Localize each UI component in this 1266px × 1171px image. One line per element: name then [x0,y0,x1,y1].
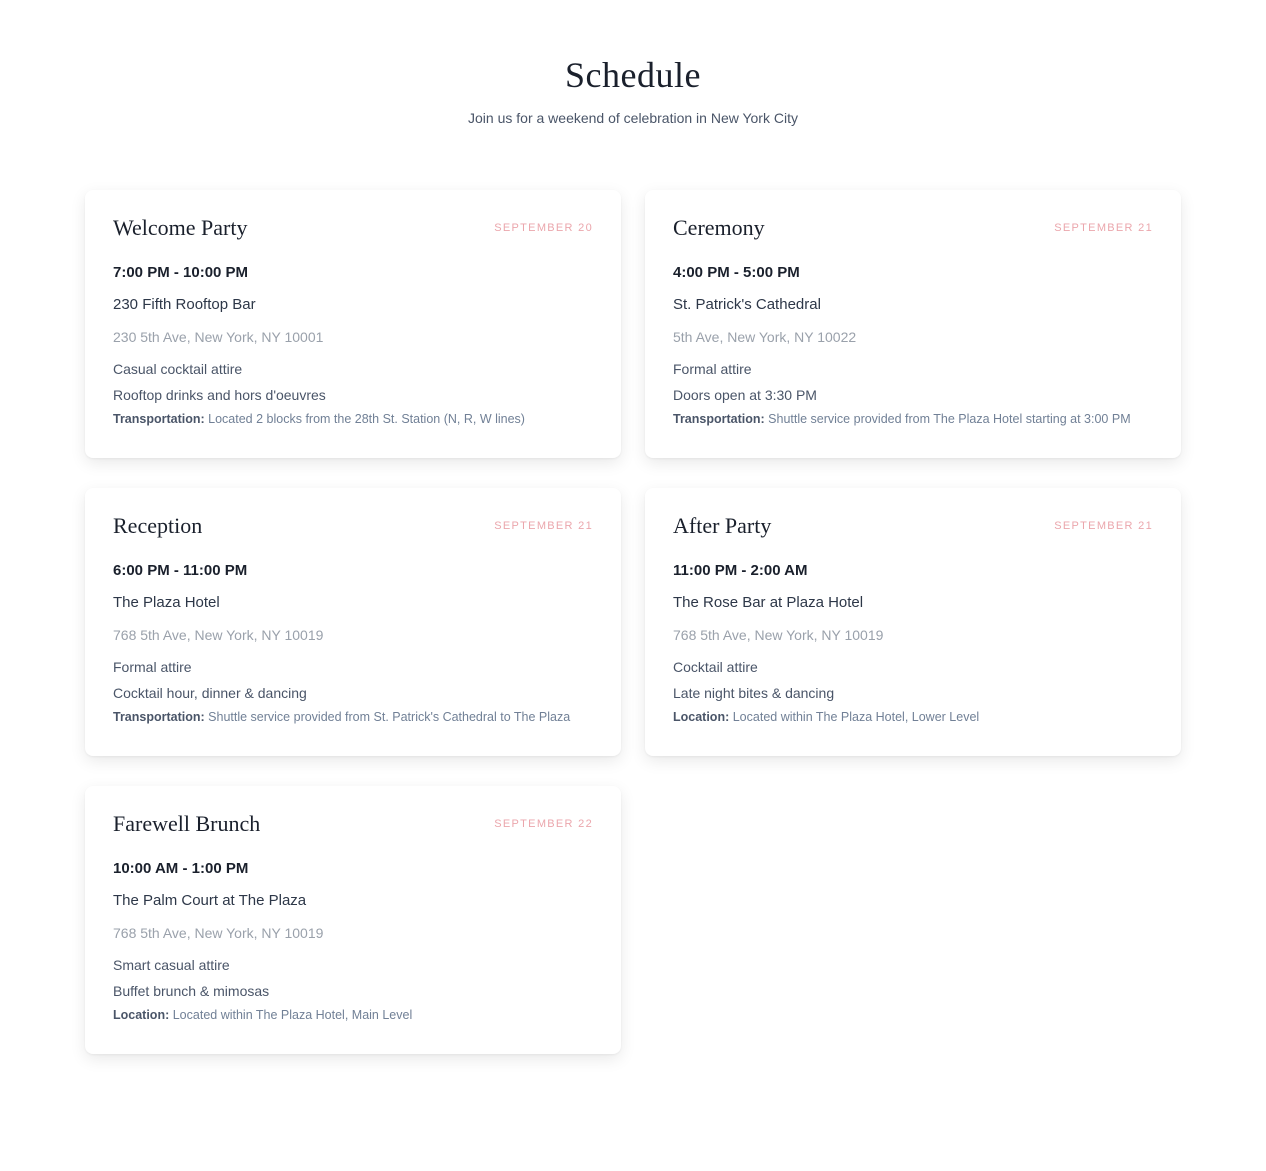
event-address: 768 5th Ave, New York, NY 10019 [113,627,324,643]
event-date-badge: SEPTEMBER 21 [1054,520,1153,532]
card-header [673,513,1153,539]
event-time: 11:00 PM - 2:00 AM [673,562,808,579]
event-venue: The Plaza Hotel [113,594,220,611]
event-card-farewell-brunch [85,786,621,1054]
event-note [113,708,593,726]
event-attire: Casual cocktail attire [113,361,243,377]
event-card-ceremony [645,190,1181,458]
event-description: Late night bites & dancing [673,685,835,701]
event-address: 768 5th Ave, New York, NY 10019 [113,925,324,941]
event-note-text: Shuttle service provided from The Plaza Hotel starting at 3:00 PM [768,412,1131,426]
event-note [673,410,1153,428]
card-header [113,215,593,241]
event-date-badge: SEPTEMBER 21 [494,520,593,532]
event-venue: The Palm Court at The Plaza [113,892,307,909]
event-card-reception [85,488,621,756]
event-description: Rooftop drinks and hors d'oeuvres [113,387,326,403]
event-note-text: Located within The Plaza Hotel, Main Level [172,1008,413,1022]
event-time: 6:00 PM - 11:00 PM [113,562,248,579]
page-header [0,54,1266,126]
event-date-badge: SEPTEMBER 20 [494,222,593,234]
event-date-badge: SEPTEMBER 21 [1054,222,1153,234]
card-header [673,215,1153,241]
event-note [113,410,593,428]
event-note [673,708,1153,726]
event-card-after-party [645,488,1181,756]
event-description: Buffet brunch & mimosas [113,983,270,999]
event-description: Doors open at 3:30 PM [673,387,817,403]
event-address: 230 5th Ave, New York, NY 10001 [113,329,324,345]
event-note-label: Location: [113,1008,170,1022]
event-note-label: Transportation: [113,412,205,426]
event-note-label: Location: [673,710,730,724]
event-attire: Cocktail attire [673,659,758,675]
event-title: After Party [673,513,772,538]
event-date-badge: SEPTEMBER 22 [494,818,593,830]
event-note-label: Transportation: [113,710,205,724]
event-venue: St. Patrick's Cathedral [673,296,821,313]
event-attire: Formal attire [113,659,192,675]
event-address: 5th Ave, New York, NY 10022 [673,329,857,345]
event-time: 4:00 PM - 5:00 PM [673,264,800,281]
event-title: Welcome Party [113,215,248,240]
card-header [113,513,593,539]
event-venue: 230 Fifth Rooftop Bar [113,296,256,313]
event-note-text: Located within The Plaza Hotel, Lower Level [732,710,980,724]
event-card-welcome-party [85,190,621,458]
event-attire: Smart casual attire [113,957,230,973]
event-note-text: Located 2 blocks from the 28th St. Station (N, R, W lines) [208,412,525,426]
card-header [113,811,593,837]
page-title: Schedule [565,55,701,95]
event-attire: Formal attire [673,361,752,377]
events-grid [85,190,1181,1054]
event-address: 768 5th Ave, New York, NY 10019 [673,627,884,643]
event-time: 10:00 AM - 1:00 PM [113,860,249,877]
event-venue: The Rose Bar at Plaza Hotel [673,594,864,611]
event-title: Ceremony [673,215,765,240]
event-description: Cocktail hour, dinner & dancing [113,685,307,701]
page-subtitle: Join us for a weekend of celebration in New York City [468,110,798,126]
event-note [113,1006,593,1024]
event-title: Reception [113,513,203,538]
event-title: Farewell Brunch [113,811,261,836]
event-note-label: Transportation: [673,412,765,426]
event-note-text: Shuttle service provided from St. Patrick's Cathedral to The Plaza [208,710,571,724]
event-time: 7:00 PM - 10:00 PM [113,264,249,281]
